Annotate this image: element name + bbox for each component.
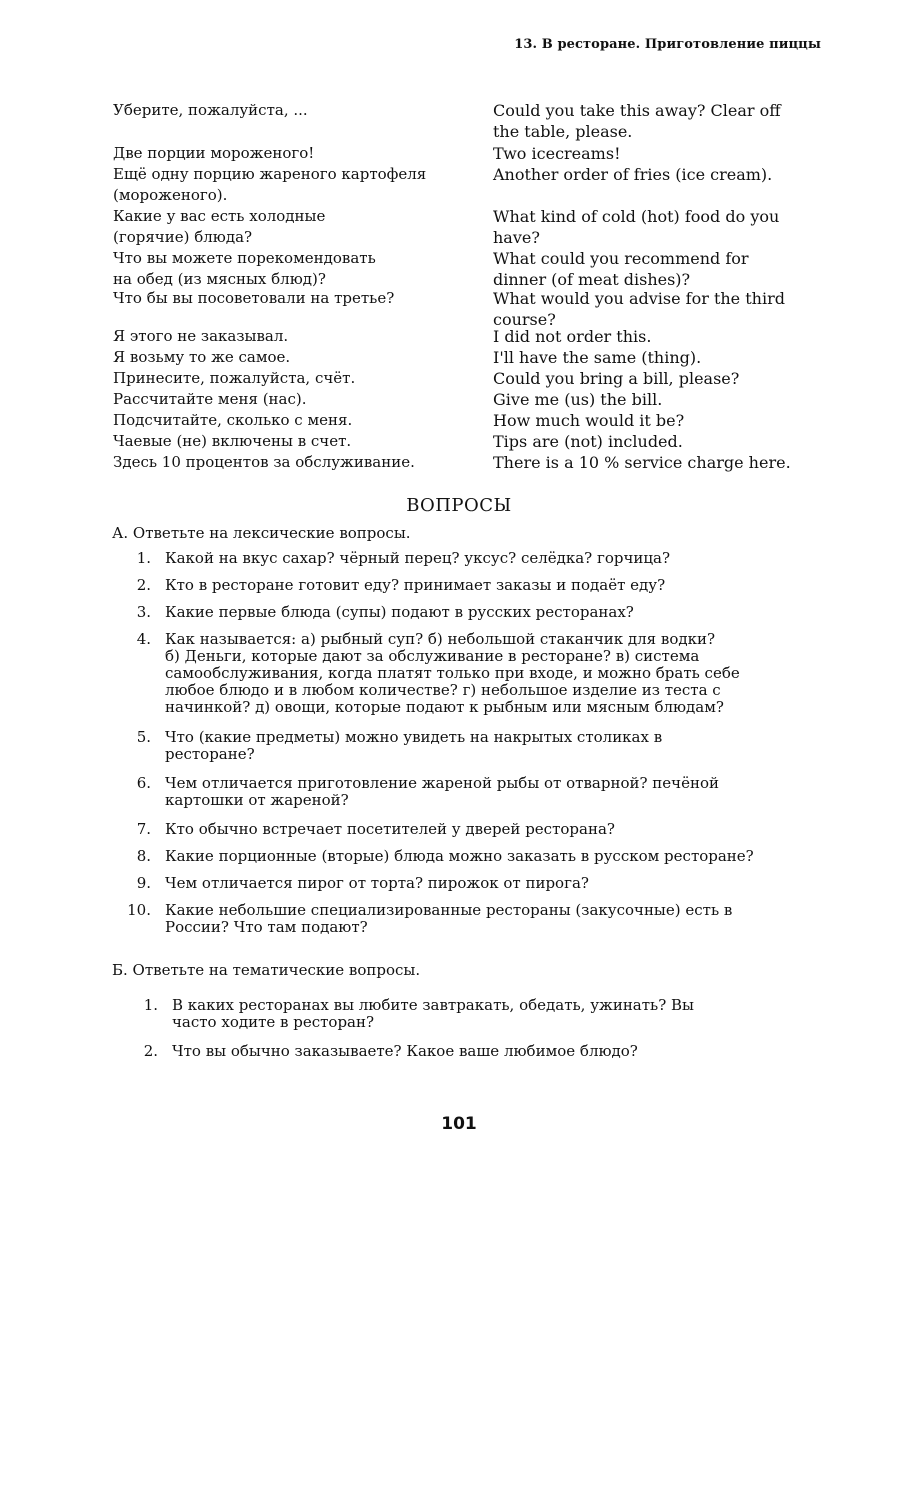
page-number: 101 xyxy=(441,1114,477,1134)
question-number: 10. xyxy=(127,901,151,919)
phrase-english: I did not order this. xyxy=(493,327,652,346)
phrase-russian: Какие у вас есть холодные (горячие) блюда? xyxy=(113,207,326,246)
question-number: 9. xyxy=(136,874,151,892)
question-number: 1. xyxy=(136,549,151,567)
section-a-label: А. Ответьте на лексические вопросы. xyxy=(112,524,411,542)
question-text: Что (какие предметы) можно увидеть на накрытых столиках в ресторане? xyxy=(165,728,663,763)
question-number: 7. xyxy=(136,820,151,838)
question-number: 2. xyxy=(143,1042,158,1060)
question-text: Что вы обычно заказываете? Какое ваше любимое блюдо? xyxy=(172,1042,638,1060)
question-text: Кто в ресторане готовит еду? принимает заказы и подаёт еду? xyxy=(165,576,666,594)
phrase-english: How much would it be? xyxy=(493,411,685,430)
phrase-russian: Что вы можете порекомендовать на обед (из мясных блюд)? xyxy=(113,249,376,288)
question-text: Какие порционные (вторые) блюда можно заказать в русском ресторане? xyxy=(165,847,754,865)
phrase-english: Could you take this away? Clear off the table, please. xyxy=(493,101,781,141)
question-number: 6. xyxy=(136,774,151,792)
question-text: В каких ресторанах вы любите завтракать, обедать, ужинать? Вы часто ходите в ресторан? xyxy=(172,996,694,1031)
question-number: 2. xyxy=(136,576,151,594)
phrase-russian: Ещё одну порцию жареного картофеля (мороженого). xyxy=(113,165,427,204)
phrase-english: Could you bring a bill, please? xyxy=(493,369,740,388)
phrase-russian: Я возьму то же самое. xyxy=(113,348,291,366)
phrase-russian: Подсчитайте, сколько с меня. xyxy=(113,411,353,429)
phrase-russian: Принесите, пожалуйста, счёт. xyxy=(113,369,356,387)
phrase-russian: Я этого не заказывал. xyxy=(113,327,289,345)
question-text: Чем отличается пирог от торта? пирожок от пирога? xyxy=(165,874,589,892)
question-text: Чем отличается приготовление жареной рыбы от отварной? печёной картошки от жареной? xyxy=(165,774,719,809)
question-text: Кто обычно встречает посетителей у дверей ресторана? xyxy=(165,820,615,838)
phrase-english: What would you advise for the third course? xyxy=(493,289,785,329)
question-number: 4. xyxy=(136,630,151,648)
section-b-label: Б. Ответьте на тематические вопросы. xyxy=(112,961,421,979)
question-number: 8. xyxy=(136,847,151,865)
running-title: 13. В ресторане. Приготовление пиццы xyxy=(514,37,821,52)
phrase-russian: Чаевые (не) включены в счет. xyxy=(113,432,352,450)
phrase-russian: Две порции мороженого! xyxy=(113,144,315,162)
phrase-english: What could you recommend for dinner (of meat dishes)? xyxy=(493,249,749,289)
phrase-english: Another order of fries (ice cream). xyxy=(493,165,773,184)
phrase-english: Give me (us) the bill. xyxy=(493,390,663,409)
phrase-english: What kind of cold (hot) food do you have? xyxy=(493,207,780,247)
question-text: Как называется: а) рыбный суп? б) небольшой стаканчик для водки? б) Деньги, которые дают за обслуживание в ресторане? в) система самообслуживания, когда платят только при входе, и можно брать себе любое блюдо и в любом количестве? г) небольшое изделие из теста с начинкой? д) овощи, которые подают к рыбным или мясным блюдам? xyxy=(165,630,740,716)
phrase-russian: Рассчитайте меня (нас). xyxy=(113,390,307,408)
question-number: 1. xyxy=(143,996,158,1014)
question-text: Какие первые блюда (супы) подают в русских ресторанах? xyxy=(165,603,634,621)
phrase-russian: Уберите, пожалуйста, ... xyxy=(113,101,308,119)
question-number: 3. xyxy=(136,603,151,621)
question-text: Какие небольшие специализированные рестораны (закусочные) есть в России? Что там подают? xyxy=(165,901,733,936)
phrase-english: I'll have the same (thing). xyxy=(493,348,702,367)
question-number: 5. xyxy=(136,728,151,746)
phrase-english: Two icecreams! xyxy=(493,144,621,163)
phrase-russian: Здесь 10 процентов за обслуживание. xyxy=(113,453,415,471)
phrase-russian: Что бы вы посоветовали на третье? xyxy=(113,289,395,307)
question-text: Какой на вкус сахар? чёрный перец? уксус? селёдка? горчица? xyxy=(165,549,671,567)
phrase-english: Tips are (not) included. xyxy=(493,432,683,451)
phrase-english: There is a 10 % service charge here. xyxy=(493,453,791,472)
questions-title: ВОПРОСЫ xyxy=(406,495,512,516)
